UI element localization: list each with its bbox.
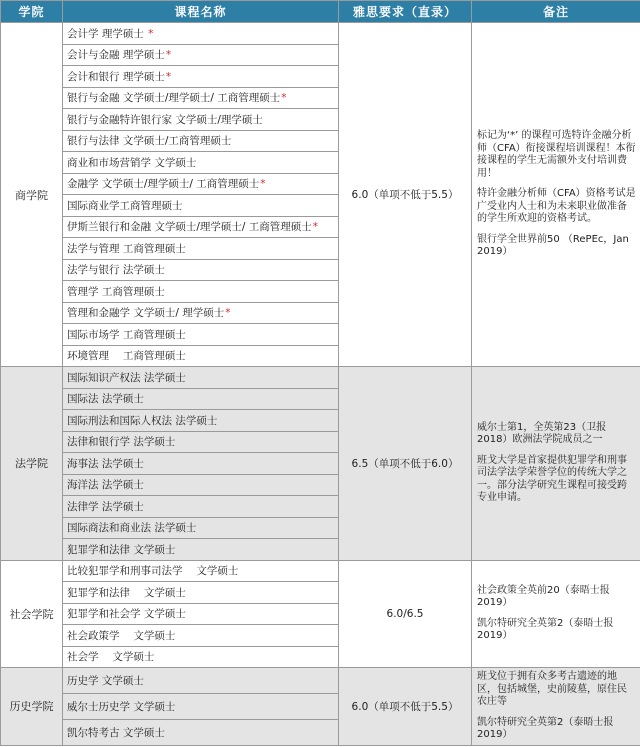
course-cell <box>63 345 339 367</box>
cfa-star-mark: * <box>144 27 154 40</box>
college-cell-law: 法学院 <box>1 367 63 561</box>
course-cell <box>63 719 339 745</box>
notes-cell-business <box>472 23 640 367</box>
course-name: 伊斯兰银行和金融 文学硕士/理学硕士/ 工商管理硕士 <box>67 221 312 234</box>
table-row <box>1 668 640 694</box>
ielts-cell-social: 6.0/6.5 <box>339 560 472 668</box>
course-cell <box>63 474 339 496</box>
ielts-cell-business: 6.0（单项不低于5.5） <box>339 23 472 367</box>
course-cell <box>63 367 339 389</box>
notes-cell-social <box>472 560 640 668</box>
ielts-cell-law: 6.5（单项不低于6.0） <box>339 367 472 561</box>
course-name: 会计学 理学硕士 <box>67 27 144 40</box>
course-name: 法律学 法学硕士 <box>67 500 144 513</box>
table-row <box>1 367 640 389</box>
course-cell <box>63 302 339 324</box>
course-name: 比较犯罪学和刑事司法学 文学硕士 <box>67 565 239 578</box>
course-name: 国际商法和商业法 法学硕士 <box>67 522 197 535</box>
course-name: 会计与金融 理学硕士 <box>67 49 165 62</box>
course-name: 国际市场学 工商管理硕士 <box>67 328 186 341</box>
college-cell-history: 历史学院 <box>1 668 63 746</box>
course-name: 银行与金融特许银行家 文学硕士/理学硕士 <box>67 113 263 126</box>
course-cell <box>63 23 339 45</box>
header-ielts: 雅思要求（直录） <box>339 1 472 23</box>
course-name: 环境管理 工商管理硕士 <box>67 350 186 363</box>
course-name: 会计和银行 理学硕士 <box>67 70 165 83</box>
course-name: 管理学 工商管理硕士 <box>67 285 165 298</box>
cfa-star-mark: * <box>165 70 172 83</box>
course-cell <box>63 668 339 694</box>
notes-cell-history <box>472 668 640 746</box>
course-name: 犯罪学和法律 文学硕士 <box>67 586 186 599</box>
course-name: 凯尔特考古 文学硕士 <box>67 726 165 739</box>
course-cell <box>63 646 339 668</box>
header-course: 课程名称 <box>63 1 339 23</box>
course-cell <box>63 388 339 410</box>
note-paragraph: 标记为‘*’ 的课程可选特许金融分析师（CFA）衔接课程培训课程！本衔接课程的学生无需额外支付培训费用！ <box>477 130 636 179</box>
table-row <box>1 560 640 582</box>
college-cell-business: 商学院 <box>1 23 63 367</box>
course-name: 国际法 法学硕士 <box>67 393 144 406</box>
course-cell <box>63 517 339 539</box>
course-name: 历史学 文学硕士 <box>67 674 144 687</box>
course-cell <box>63 431 339 453</box>
notes-cell-law <box>472 367 640 561</box>
course-name: 法学与管理 工商管理硕士 <box>67 242 186 255</box>
course-cell <box>63 560 339 582</box>
course-name: 金融学 文学硕士/理学硕士/ 工商管理硕士 <box>67 178 260 191</box>
course-cell <box>63 539 339 561</box>
course-name: 社会学 文学硕士 <box>67 651 155 664</box>
course-name: 法学与银行 法学硕士 <box>67 264 165 277</box>
course-name: 海洋法 法学硕士 <box>67 479 144 492</box>
course-cell <box>63 238 339 260</box>
note-paragraph: 特许金融分析师（CFA）资格考试是广受业内人士和为未来职业做准备的学生所欢迎的资格考试。 <box>477 188 636 225</box>
note-paragraph: 威尔士第1，全英第23（卫报2018）欧洲法学院成员之一 <box>477 421 607 446</box>
note-paragraph: 凯尔特研究全英第2（泰晤士报2019） <box>477 716 614 740</box>
cfa-star-mark: * <box>312 221 318 234</box>
note-paragraph: 凯尔特研究全英第2（泰晤士报2019） <box>477 617 614 642</box>
course-cell <box>63 130 339 152</box>
course-cell <box>63 109 339 131</box>
course-cell <box>63 324 339 346</box>
note-paragraph: 班戈位于拥有众多考古遗迹的地区，包括城堡，史前陵墓，原住民农庄等 <box>477 671 627 707</box>
course-cell <box>63 693 339 719</box>
course-name: 犯罪学和法律 文学硕士 <box>67 543 176 556</box>
course-cell <box>63 625 339 647</box>
course-name: 犯罪学和社会学 文学硕士 <box>67 608 186 621</box>
course-name: 管理和金融学 文学硕士/ 理学硕士 <box>67 307 225 320</box>
course-cell <box>63 173 339 195</box>
course-cell <box>63 216 339 238</box>
note-paragraph: 班戈大学是首家提供犯罪学和刑事司法学法学荣誉学位的传统大学之一。部分法学研究生课程可接受跨专业申请。 <box>477 454 627 504</box>
course-name: 威尔士历史学 文学硕士 <box>67 700 176 713</box>
course-name: 商业和市场营销学 文学硕士 <box>67 156 197 169</box>
course-cell <box>63 44 339 66</box>
course-name: 国际刑法和国际人权法 法学硕士 <box>67 414 218 427</box>
course-cell <box>63 195 339 217</box>
course-name: 海事法 法学硕士 <box>67 457 144 470</box>
cfa-star-mark: * <box>225 307 231 320</box>
course-cell <box>63 582 339 604</box>
note-paragraph: 银行学全世界前50 （RePEc，Jan 2019） <box>477 233 629 258</box>
course-cell <box>63 603 339 625</box>
cfa-star-mark: * <box>281 92 287 105</box>
ielts-cell-history: 6.0（单项不低于5.5） <box>339 668 472 746</box>
header-college: 学院 <box>1 1 63 23</box>
course-name: 国际知识产权法 法学硕士 <box>67 371 186 384</box>
course-name: 社会政策学 文学硕士 <box>67 629 176 642</box>
header-row <box>1 1 640 23</box>
header-notes: 备注 <box>472 1 640 23</box>
course-cell <box>63 281 339 303</box>
college-cell-social: 社会学院 <box>1 560 63 668</box>
note-paragraph: 社会政策全英前20（泰晤士报2019） <box>477 584 610 609</box>
course-name: 国际商业学工商管理硕士 <box>67 199 183 212</box>
course-cell <box>63 410 339 432</box>
course-name: 银行与法律 文学硕士/工商管理硕士 <box>67 135 232 148</box>
course-cell <box>63 66 339 88</box>
course-name: 法律和银行学 法学硕士 <box>67 436 176 449</box>
course-cell <box>63 259 339 281</box>
course-name: 银行与金融 文学硕士/理学硕士/ 工商管理硕士 <box>67 92 281 105</box>
course-cell <box>63 496 339 518</box>
course-cell <box>63 87 339 109</box>
course-cell <box>63 453 339 475</box>
course-cell <box>63 152 339 174</box>
table-body <box>1 23 640 746</box>
cfa-star-mark: * <box>165 49 172 62</box>
table-row <box>1 23 640 45</box>
cfa-star-mark: * <box>260 178 266 191</box>
